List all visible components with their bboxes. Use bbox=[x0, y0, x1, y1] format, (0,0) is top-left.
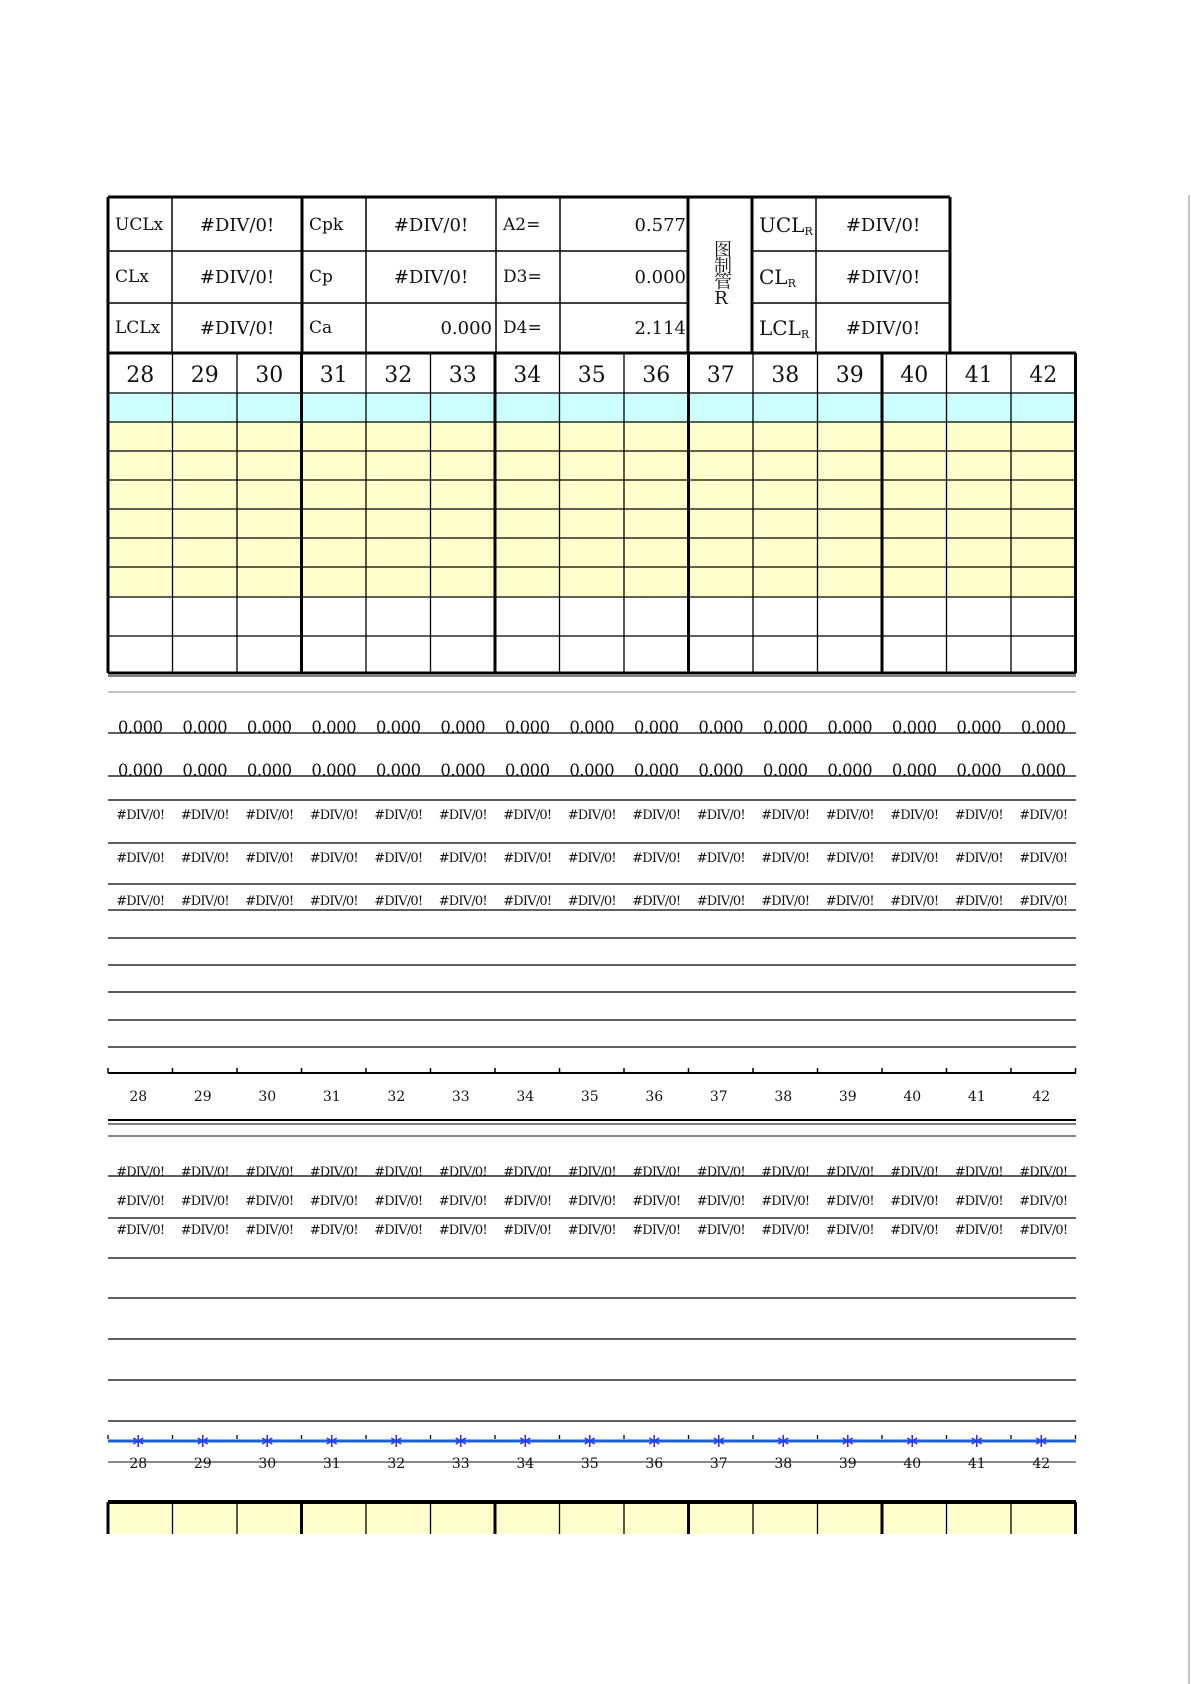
range-value-41: 0.000 bbox=[956, 761, 1002, 780]
lcl-value-32: #DIV/0! bbox=[374, 894, 423, 909]
range-axis-label-40: 40 bbox=[903, 1456, 922, 1472]
column-number-39: 39 bbox=[835, 363, 864, 388]
value-cpk: #DIV/0! bbox=[393, 214, 469, 236]
range-value-39: 0.000 bbox=[827, 761, 873, 780]
range-value-31: 0.000 bbox=[311, 761, 357, 780]
range-value-32: 0.000 bbox=[375, 761, 421, 780]
xbar-axis-label-40: 40 bbox=[903, 1089, 922, 1105]
ucl-value-29: #DIV/0! bbox=[180, 808, 229, 823]
cl-value-34: #DIV/0! bbox=[503, 851, 552, 866]
r-lcl-value-38: #DIV/0! bbox=[761, 1223, 810, 1238]
xbar-axis-label-42: 42 bbox=[1032, 1089, 1051, 1105]
r-cl-value-41: #DIV/0! bbox=[954, 1194, 1003, 1209]
label-lclr-main: LCL bbox=[759, 316, 801, 340]
r-ucl-value-31: #DIV/0! bbox=[309, 1165, 358, 1180]
lcl-value-34: #DIV/0! bbox=[503, 894, 552, 909]
r-cl-value-38: #DIV/0! bbox=[761, 1194, 810, 1209]
ucl-value-36: #DIV/0! bbox=[632, 808, 681, 823]
range-axis-label-32: 32 bbox=[387, 1456, 406, 1472]
cl-value-31: #DIV/0! bbox=[309, 851, 358, 866]
label-clr-main: CL bbox=[759, 265, 788, 289]
range-value-35: 0.000 bbox=[569, 761, 615, 780]
r-ucl-value-34: #DIV/0! bbox=[503, 1165, 552, 1180]
value-uclr: #DIV/0! bbox=[845, 214, 921, 236]
lcl-value-36: #DIV/0! bbox=[632, 894, 681, 909]
r-lcl-value-33: #DIV/0! bbox=[438, 1223, 487, 1238]
ucl-value-38: #DIV/0! bbox=[761, 808, 810, 823]
lcl-value-40: #DIV/0! bbox=[890, 894, 939, 909]
label-clr bbox=[752, 251, 816, 303]
mean-value-40: 0.000 bbox=[891, 718, 937, 737]
r-lcl-value-30: #DIV/0! bbox=[245, 1223, 294, 1238]
column-number-41: 41 bbox=[964, 363, 993, 388]
value-d3: 0.000 bbox=[634, 266, 686, 288]
xbar-axis-label-41: 41 bbox=[967, 1089, 986, 1105]
range-axis-label-33: 33 bbox=[451, 1456, 470, 1472]
ucl-value-28: #DIV/0! bbox=[116, 808, 165, 823]
range-axis-label-38: 38 bbox=[774, 1456, 793, 1472]
column-number-33: 33 bbox=[448, 363, 477, 388]
range-axis-label-39: 39 bbox=[838, 1456, 857, 1472]
ucl-value-42: #DIV/0! bbox=[1019, 808, 1068, 823]
label-lclr-sub: R bbox=[800, 327, 810, 341]
r-ucl-value-30: #DIV/0! bbox=[245, 1165, 294, 1180]
cl-value-36: #DIV/0! bbox=[632, 851, 681, 866]
range-value-29: 0.000 bbox=[182, 761, 228, 780]
mean-value-38: 0.000 bbox=[762, 718, 808, 737]
r-lcl-value-40: #DIV/0! bbox=[890, 1223, 939, 1238]
r-lcl-value-31: #DIV/0! bbox=[309, 1223, 358, 1238]
mean-value-31: 0.000 bbox=[311, 718, 357, 737]
range-value-37: 0.000 bbox=[698, 761, 744, 780]
r-ucl-value-37: #DIV/0! bbox=[696, 1165, 745, 1180]
r-ucl-value-28: #DIV/0! bbox=[116, 1165, 165, 1180]
r-cl-value-29: #DIV/0! bbox=[180, 1194, 229, 1209]
column-number-31: 31 bbox=[319, 363, 348, 388]
xbar-axis-label-39: 39 bbox=[838, 1089, 857, 1105]
xbar-axis-label-35: 35 bbox=[580, 1089, 599, 1105]
ucl-value-39: #DIV/0! bbox=[825, 808, 874, 823]
ucl-value-35: #DIV/0! bbox=[567, 808, 616, 823]
column-number-38: 38 bbox=[771, 363, 800, 388]
ucl-value-31: #DIV/0! bbox=[309, 808, 358, 823]
r-lcl-value-32: #DIV/0! bbox=[374, 1223, 423, 1238]
mean-value-42: 0.000 bbox=[1020, 718, 1066, 737]
r-cl-value-37: #DIV/0! bbox=[696, 1194, 745, 1209]
r-chart-title bbox=[690, 240, 752, 330]
lcl-value-28: #DIV/0! bbox=[116, 894, 165, 909]
lcl-value-31: #DIV/0! bbox=[309, 894, 358, 909]
column-number-34: 34 bbox=[513, 363, 542, 388]
r-ucl-value-29: #DIV/0! bbox=[180, 1165, 229, 1180]
label-lclx: LCLx bbox=[115, 318, 161, 338]
column-number-37: 37 bbox=[706, 363, 735, 388]
lcl-value-30: #DIV/0! bbox=[245, 894, 294, 909]
ucl-value-41: #DIV/0! bbox=[954, 808, 1003, 823]
label-a2: A2= bbox=[503, 215, 541, 235]
range-value-33: 0.000 bbox=[440, 761, 486, 780]
range-axis-label-36: 36 bbox=[645, 1456, 664, 1472]
range-axis-label-28: 28 bbox=[129, 1456, 148, 1472]
r-ucl-value-38: #DIV/0! bbox=[761, 1165, 810, 1180]
r-lcl-value-34: #DIV/0! bbox=[503, 1223, 552, 1238]
cl-value-37: #DIV/0! bbox=[696, 851, 745, 866]
range-axis-label-41: 41 bbox=[967, 1456, 986, 1472]
r-ucl-value-42: #DIV/0! bbox=[1019, 1165, 1068, 1180]
xbar-axis-label-37: 37 bbox=[709, 1089, 728, 1105]
label-d4: D4= bbox=[503, 318, 542, 338]
cl-value-41: #DIV/0! bbox=[954, 851, 1003, 866]
r-cl-value-31: #DIV/0! bbox=[309, 1194, 358, 1209]
ucl-value-37: #DIV/0! bbox=[696, 808, 745, 823]
xbar-axis-label-34: 34 bbox=[516, 1089, 535, 1105]
range-value-36: 0.000 bbox=[633, 761, 679, 780]
xbar-axis-label-32: 32 bbox=[387, 1089, 406, 1105]
cl-value-38: #DIV/0! bbox=[761, 851, 810, 866]
mean-value-32: 0.000 bbox=[375, 718, 421, 737]
xbar-axis-label-31: 31 bbox=[322, 1089, 341, 1105]
label-uclr-main: UCL bbox=[759, 213, 805, 237]
mean-value-28: 0.000 bbox=[117, 718, 163, 737]
r-lcl-value-36: #DIV/0! bbox=[632, 1223, 681, 1238]
range-axis-label-34: 34 bbox=[516, 1456, 535, 1472]
r-lcl-value-39: #DIV/0! bbox=[825, 1223, 874, 1238]
r-cl-value-34: #DIV/0! bbox=[503, 1194, 552, 1209]
column-number-36: 36 bbox=[642, 363, 671, 388]
mean-value-36: 0.000 bbox=[633, 718, 679, 737]
range-axis-label-30: 30 bbox=[258, 1456, 277, 1472]
xbar-axis-label-28: 28 bbox=[129, 1089, 148, 1105]
cl-value-32: #DIV/0! bbox=[374, 851, 423, 866]
mean-value-29: 0.000 bbox=[182, 718, 228, 737]
range-value-40: 0.000 bbox=[891, 761, 937, 780]
mean-value-33: 0.000 bbox=[440, 718, 486, 737]
label-cpk: Cpk bbox=[309, 215, 344, 235]
r-lcl-value-28: #DIV/0! bbox=[116, 1223, 165, 1238]
r-cl-value-36: #DIV/0! bbox=[632, 1194, 681, 1209]
lcl-value-35: #DIV/0! bbox=[567, 894, 616, 909]
xbar-axis-label-36: 36 bbox=[645, 1089, 664, 1105]
label-uclr bbox=[752, 199, 816, 251]
ucl-value-33: #DIV/0! bbox=[438, 808, 487, 823]
r-cl-value-40: #DIV/0! bbox=[890, 1194, 939, 1209]
value-cp: #DIV/0! bbox=[393, 266, 469, 288]
xbar-axis-label-33: 33 bbox=[451, 1089, 470, 1105]
cl-value-42: #DIV/0! bbox=[1019, 851, 1068, 866]
xbar-axis-label-38: 38 bbox=[774, 1089, 793, 1105]
r-cl-value-32: #DIV/0! bbox=[374, 1194, 423, 1209]
mean-value-34: 0.000 bbox=[504, 718, 550, 737]
column-number-32: 32 bbox=[384, 363, 413, 388]
ucl-value-34: #DIV/0! bbox=[503, 808, 552, 823]
cl-value-39: #DIV/0! bbox=[825, 851, 874, 866]
range-axis-label-31: 31 bbox=[322, 1456, 341, 1472]
cl-value-28: #DIV/0! bbox=[116, 851, 165, 866]
r-lcl-value-35: #DIV/0! bbox=[567, 1223, 616, 1238]
value-a2: 0.577 bbox=[634, 214, 686, 236]
range-axis-label-37: 37 bbox=[709, 1456, 728, 1472]
r-ucl-value-32: #DIV/0! bbox=[374, 1165, 423, 1180]
ucl-value-32: #DIV/0! bbox=[374, 808, 423, 823]
r-cl-value-30: #DIV/0! bbox=[245, 1194, 294, 1209]
lcl-value-41: #DIV/0! bbox=[954, 894, 1003, 909]
mean-value-39: 0.000 bbox=[827, 718, 873, 737]
r-lcl-value-29: #DIV/0! bbox=[180, 1223, 229, 1238]
value-ca: 0.000 bbox=[440, 317, 492, 339]
r-ucl-value-39: #DIV/0! bbox=[825, 1165, 874, 1180]
range-axis-label-42: 42 bbox=[1032, 1456, 1051, 1472]
mean-value-37: 0.000 bbox=[698, 718, 744, 737]
r-lcl-value-41: #DIV/0! bbox=[954, 1223, 1003, 1238]
r-cl-value-33: #DIV/0! bbox=[438, 1194, 487, 1209]
value-clr: #DIV/0! bbox=[845, 266, 921, 288]
r-ucl-value-40: #DIV/0! bbox=[890, 1165, 939, 1180]
lcl-value-33: #DIV/0! bbox=[438, 894, 487, 909]
lcl-value-42: #DIV/0! bbox=[1019, 894, 1068, 909]
ucl-value-40: #DIV/0! bbox=[890, 808, 939, 823]
r-lcl-value-42: #DIV/0! bbox=[1019, 1223, 1068, 1238]
column-number-42: 42 bbox=[1029, 363, 1058, 388]
column-number-30: 30 bbox=[255, 363, 284, 388]
label-lclr bbox=[752, 303, 816, 353]
r-chart-title-letter: R bbox=[714, 288, 728, 309]
label-d3: D3= bbox=[503, 267, 542, 287]
r-cl-value-39: #DIV/0! bbox=[825, 1194, 874, 1209]
range-value-34: 0.000 bbox=[504, 761, 550, 780]
value-lclx: #DIV/0! bbox=[199, 317, 275, 339]
mean-value-35: 0.000 bbox=[569, 718, 615, 737]
column-number-29: 29 bbox=[190, 363, 219, 388]
value-d4: 2.114 bbox=[634, 317, 686, 339]
xbar-axis-label-29: 29 bbox=[193, 1089, 212, 1105]
lcl-value-37: #DIV/0! bbox=[696, 894, 745, 909]
ucl-value-30: #DIV/0! bbox=[245, 808, 294, 823]
value-uclx: #DIV/0! bbox=[199, 214, 275, 236]
label-uclx: UCLx bbox=[115, 215, 164, 235]
label-clx: CLx bbox=[115, 267, 149, 287]
range-value-38: 0.000 bbox=[762, 761, 808, 780]
r-cl-value-35: #DIV/0! bbox=[567, 1194, 616, 1209]
r-cl-value-28: #DIV/0! bbox=[116, 1194, 165, 1209]
lcl-value-29: #DIV/0! bbox=[180, 894, 229, 909]
xbar-axis-label-30: 30 bbox=[258, 1089, 277, 1105]
cl-value-29: #DIV/0! bbox=[180, 851, 229, 866]
label-clr-sub: R bbox=[787, 276, 796, 290]
r-ucl-value-35: #DIV/0! bbox=[567, 1165, 616, 1180]
range-value-28: 0.000 bbox=[117, 761, 163, 780]
r-lcl-value-37: #DIV/0! bbox=[696, 1223, 745, 1238]
label-uclr-sub: R bbox=[804, 224, 813, 238]
lcl-value-39: #DIV/0! bbox=[825, 894, 874, 909]
r-cl-value-42: #DIV/0! bbox=[1019, 1194, 1068, 1209]
cl-value-30: #DIV/0! bbox=[245, 851, 294, 866]
r-ucl-value-41: #DIV/0! bbox=[954, 1165, 1003, 1180]
column-number-35: 35 bbox=[577, 363, 606, 388]
range-axis-label-29: 29 bbox=[193, 1456, 212, 1472]
cl-value-35: #DIV/0! bbox=[567, 851, 616, 866]
mean-value-41: 0.000 bbox=[956, 718, 1002, 737]
range-value-30: 0.000 bbox=[246, 761, 292, 780]
column-number-28: 28 bbox=[126, 363, 155, 388]
r-ucl-value-36: #DIV/0! bbox=[632, 1165, 681, 1180]
value-lclr: #DIV/0! bbox=[845, 317, 921, 339]
lcl-value-38: #DIV/0! bbox=[761, 894, 810, 909]
range-value-42: 0.000 bbox=[1020, 761, 1066, 780]
mean-value-30: 0.000 bbox=[246, 718, 292, 737]
column-number-40: 40 bbox=[900, 363, 929, 388]
range-axis-label-35: 35 bbox=[580, 1456, 599, 1472]
r-chart-title-cjk: 图制管 bbox=[711, 240, 732, 288]
label-ca: Ca bbox=[309, 318, 333, 338]
cl-value-40: #DIV/0! bbox=[890, 851, 939, 866]
label-cp: Cp bbox=[309, 267, 333, 287]
r-ucl-value-33: #DIV/0! bbox=[438, 1165, 487, 1180]
value-clx: #DIV/0! bbox=[199, 266, 275, 288]
cl-value-33: #DIV/0! bbox=[438, 851, 487, 866]
